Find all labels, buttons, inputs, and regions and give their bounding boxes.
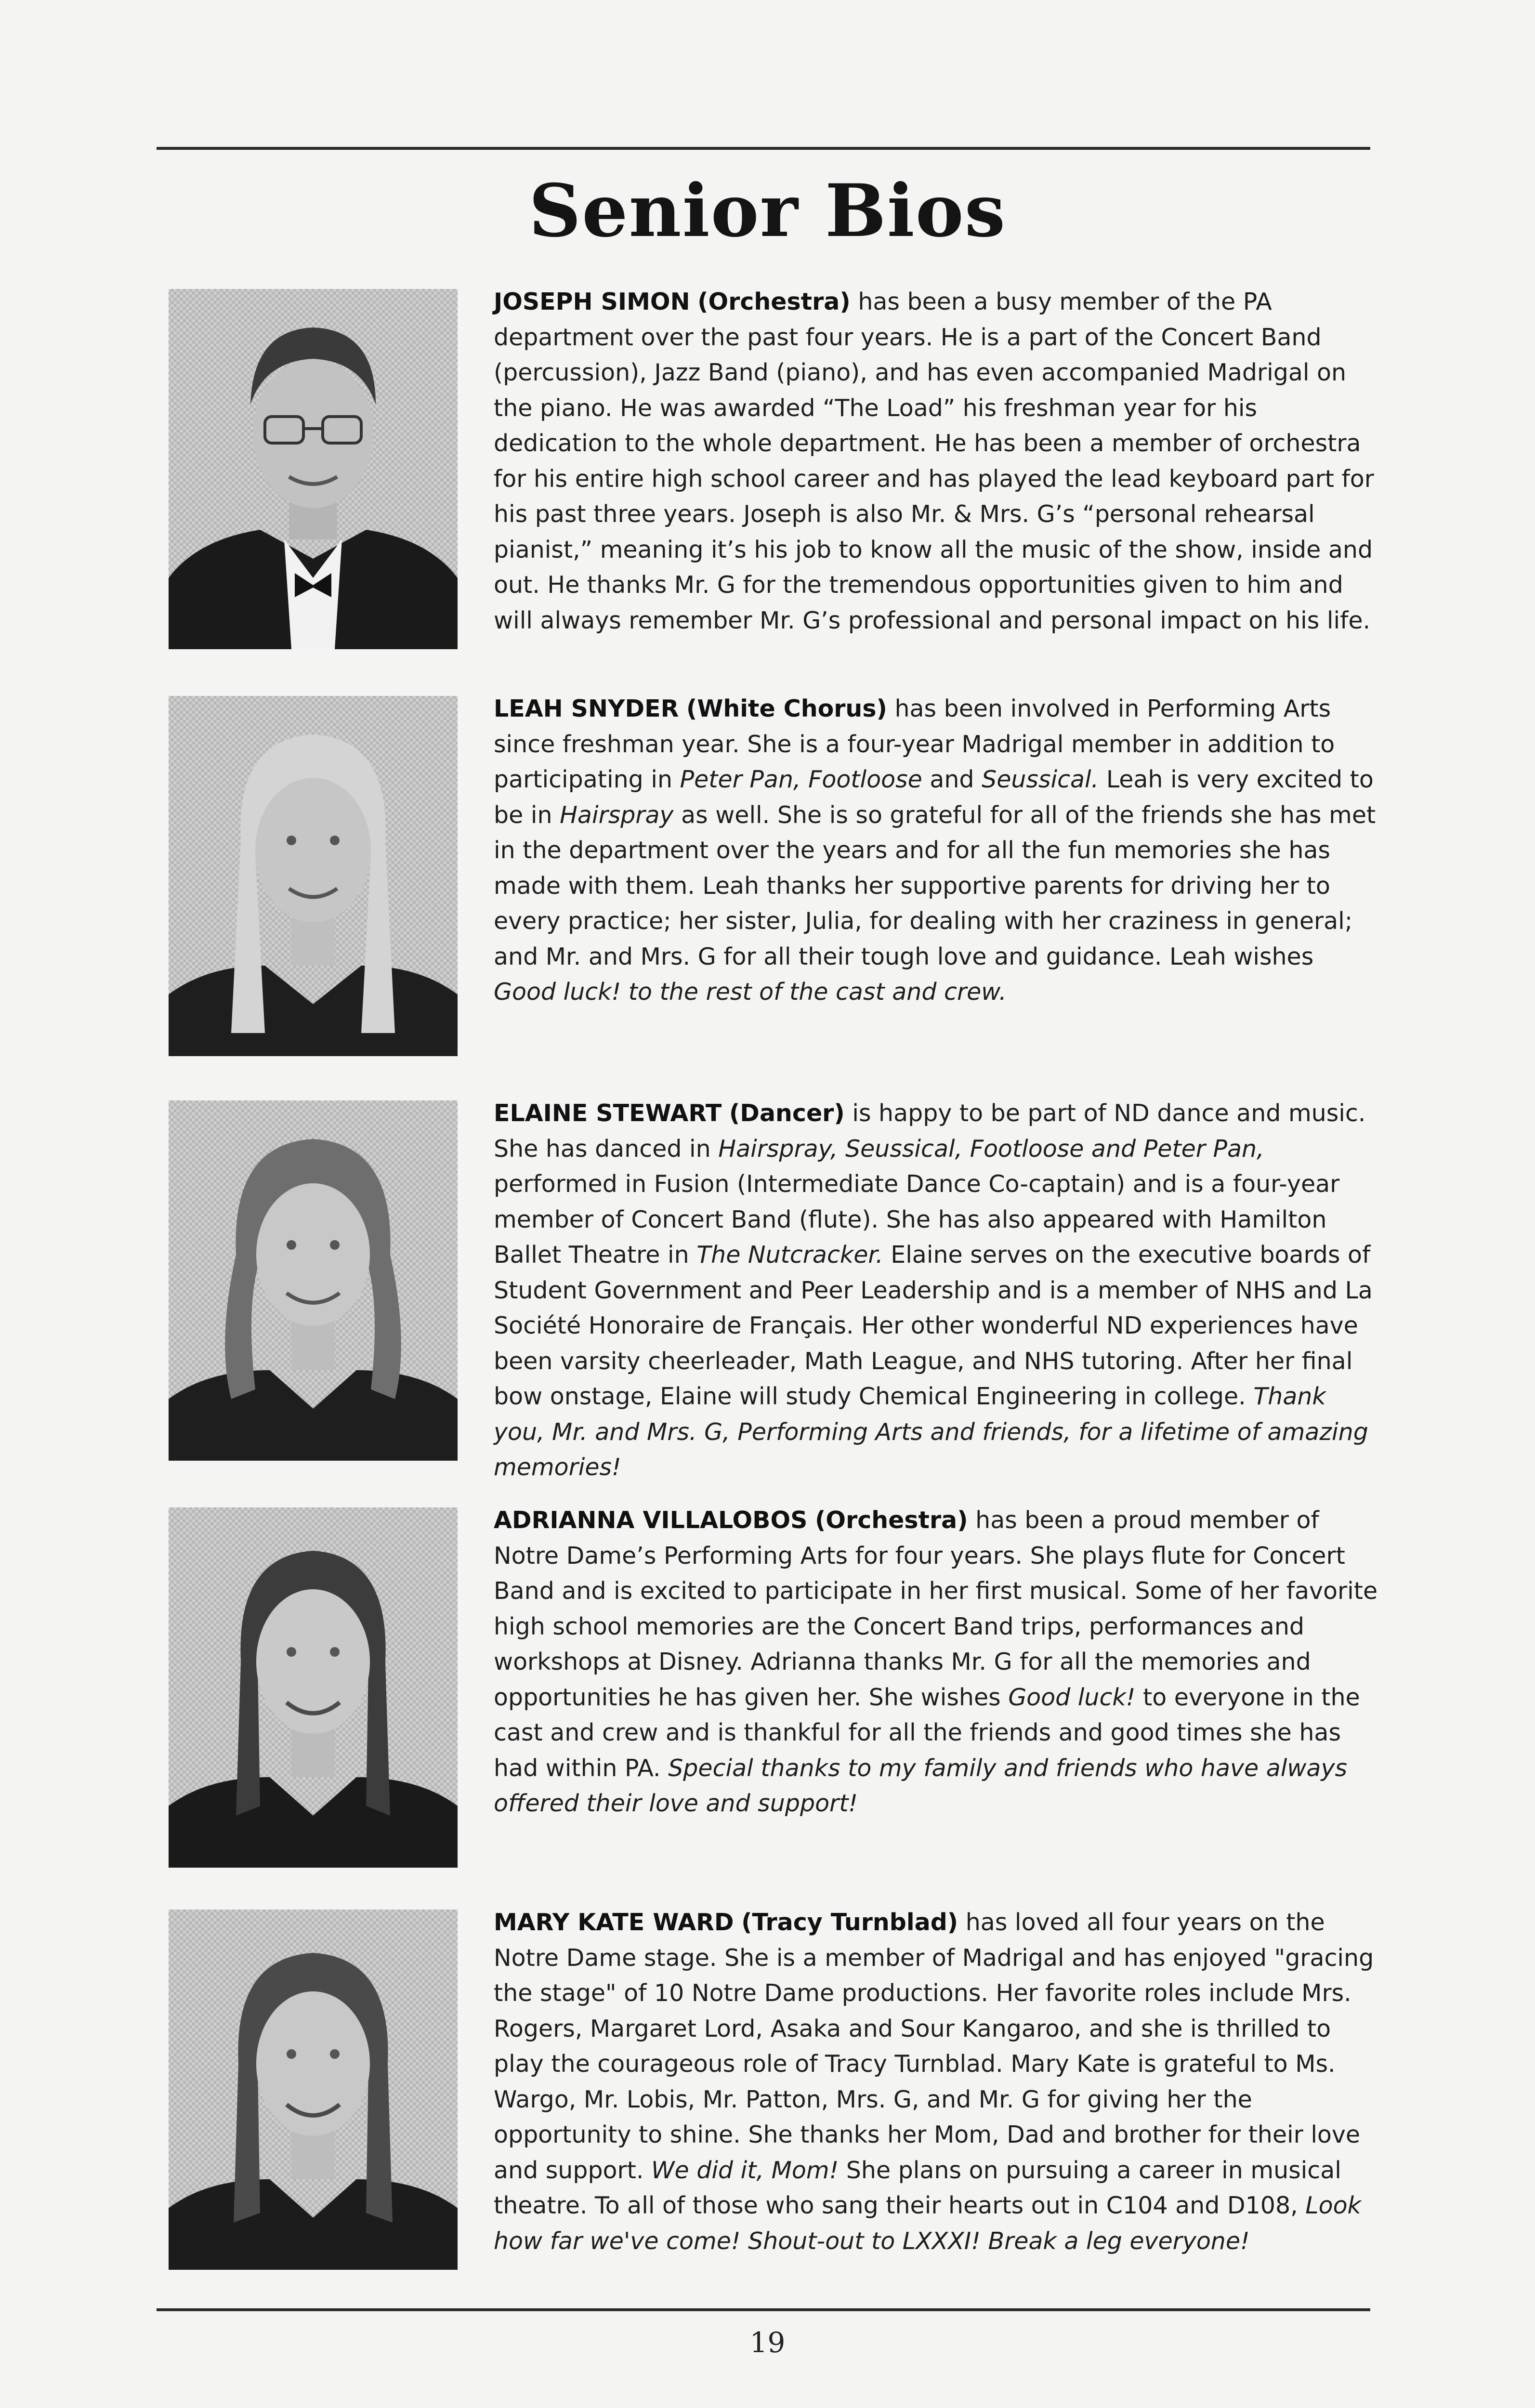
bio-text	[494, 1096, 1382, 1485]
bottom-rule	[157, 2308, 1370, 2311]
bio-body: and	[922, 766, 982, 793]
portrait-photo	[169, 1507, 458, 1868]
bio-body: to everyone in the cast and crew and is thankful for all the friends and good times she has had within PA.	[494, 1683, 1360, 1782]
bio-body: has been a proud member of Notre Dame’s Performing Arts for four years. She plays flute for Concert Band and is excited to participate in her first musical. Some of her favorite high school memories are the Concert Band trips, performances and workshops at Disney. Adrianna thanks Mr. G for all the memories and opportunities he has given her. She wishes	[494, 1506, 1378, 1711]
bio-text	[494, 1503, 1382, 1821]
bio-italic: Good luck! to the rest of the cast and crew.	[494, 978, 1007, 1006]
bio-italic: Special thanks to my family and friends who have always offered their love and support!	[494, 1754, 1347, 1817]
bio-name: MARY KATE WARD	[494, 1909, 734, 1936]
portrait-image	[169, 696, 458, 1056]
bio-italic: Good luck!	[1008, 1683, 1136, 1711]
bio-body: has loved all four years on the Notre Dame stage. She is a member of Madrigal and has enjoyed "gracing the stage" of 10 Notre Dame productions. Her favorite roles include Mrs. Rogers, Margaret Lord, Asaka and Sour Kangaroo, and she is thrilled to play the courageous role of Tracy Turnblad. Mary Kate is grateful to Ms. Wargo, Mr. Lobis, Mr. Patton, Mrs. G, and Mr. G for giving her the opportunity to shine. She thanks her Mom, Dad and brother for their love and support.	[494, 1909, 1374, 2184]
bio-body: is happy to be part of ND dance and music. She has danced in	[494, 1099, 1366, 1163]
bio-italic: Hairspray	[560, 801, 674, 829]
bio-role: (Dancer)	[729, 1099, 845, 1127]
bio-body: performed in Fusion (Intermediate Dance Co-captain) and is a four-year member of Concert Band (flute). She has also appeared with Hamilton Ballet Theatre in	[494, 1170, 1340, 1269]
bio-body: has been involved in Performing Arts since freshman year. She is a four-year Madrigal member in addition to participating in	[494, 695, 1335, 793]
bio-name: JOSEPH SIMON	[494, 288, 690, 315]
bio-italic: We did it, Mom!	[651, 2156, 839, 2184]
portrait-image	[169, 289, 458, 649]
page-number: 19	[749, 2326, 786, 2359]
page-title: Senior Bios	[528, 169, 1007, 253]
portrait-photo	[169, 1910, 458, 2270]
bio-name: ELAINE STEWART	[494, 1099, 722, 1127]
bio-role: (Orchestra)	[815, 1506, 968, 1534]
bio-body: Leah is very excited to be in	[494, 766, 1374, 829]
bio-name: ADRIANNA VILLALOBOS	[494, 1506, 808, 1534]
bio-italic: The Nutcracker.	[696, 1241, 883, 1269]
bio-italic: Hairspray, Seussical, Footloose and Peter Pan,	[718, 1135, 1264, 1163]
bio-role: (Tracy Turnblad)	[741, 1909, 958, 1936]
portrait-photo	[169, 289, 458, 649]
bio-body: She plans on pursuing a career in musical theatre. To all of those who sang their hearts out in C104 and D108,	[494, 2156, 1341, 2219]
bio-text	[494, 691, 1382, 1010]
bio-text	[494, 1905, 1382, 2259]
bio-italic: Peter Pan, Footloose	[680, 766, 922, 793]
top-rule	[157, 147, 1370, 150]
bio-body: has been a busy member of the PA department over the past four years. He is a part of the Concert Band (percussion), Jazz Band (piano), and has even accompanied Madrigal on the piano. He was awarded “The Load” his freshman year for his dedication to the whole department. He has been a member of orchestra for his entire high school career and has played the lead keyboard part for his past three years. Joseph is also Mr. & Mrs. G’s “personal rehearsal pianist,” meaning it’s his job to know all the music of the show, inside and out. He thanks Mr. G for the tremendous opportunities given to him and will always remember Mr. G’s professional and personal impact on his life.	[494, 288, 1374, 634]
bio-italic: Thank you, Mr. and Mrs. G, Performing Arts and friends, for a lifetime of amazing memories!	[494, 1383, 1368, 1481]
portrait-image	[169, 1507, 458, 1868]
bio-italic: Look how far we've come! Shout-out to LXXXI! Break a leg everyone!	[494, 2192, 1361, 2255]
bio-role: (White Chorus)	[686, 695, 887, 722]
portrait-image	[169, 1910, 458, 2270]
bio-role: (Orchestra)	[697, 288, 851, 315]
portrait-photo	[169, 696, 458, 1056]
portrait-photo	[169, 1100, 458, 1461]
portrait-image	[169, 1100, 458, 1461]
bio-text	[494, 284, 1382, 638]
bio-italic: Seussical.	[982, 766, 1099, 793]
bio-name: LEAH SNYDER	[494, 695, 679, 722]
bio-body: Elaine serves on the executive boards of Student Government and Peer Leadership and is a member of NHS and La Société Honoraire de Français. Her other wonderful ND experiences have been varsity cheerleader, Math League, and NHS tutoring. After her final bow onstage, Elaine will study Chemical Engineering in college.	[494, 1241, 1373, 1410]
bio-body: as well. She is so grateful for all of the friends she has met in the department over the years and for all the fun memories she has made with them. Leah thanks her supportive parents for driving her to every practice; her sister, Julia, for dealing with her craziness in general; and Mr. and Mrs. G for all their tough love and guidance. Leah wishes	[494, 801, 1376, 970]
